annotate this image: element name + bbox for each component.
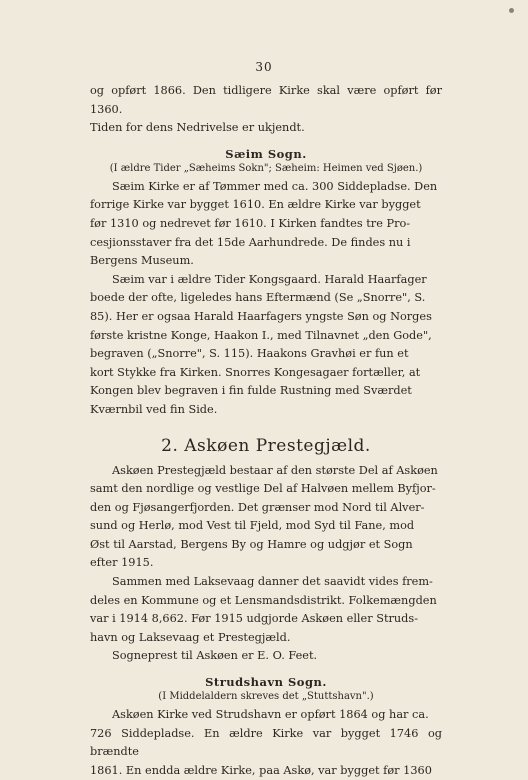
- strudshavn-p1-line: 726 Siddepladse. En ældre Kirke var bygget 1746 og brændte: [90, 726, 442, 759]
- askoen-p2-line: Sammen med Laksevaag danner det saavidt vides frem-: [112, 575, 433, 589]
- saeim-p2-line: begraven („Snorre", S. 115). Haakons Gravhøi er fun et: [90, 347, 409, 361]
- intro-line-1: og opført 1866. Den tidligere Kirke skal være opført før 1360.: [90, 84, 442, 116]
- saeim-p1-line: før 1310 og nedrevet før 1610. I Kirken fandtes tre Pro-: [90, 216, 411, 230]
- askoen-p1-line: efter 1915.: [90, 556, 154, 570]
- strudshavn-p1-line: 1861. En endda ældre Kirke, paa Askø, var bygget før 1360: [90, 763, 432, 777]
- page-number: 30: [255, 60, 273, 74]
- askoen-p1-line: Askøen Prestegjæld bestaar af den største Del af Askøen: [112, 463, 438, 477]
- saeim-p2-line: Kværnbil ved fin Side.: [90, 402, 218, 416]
- saeim-p2-line: boede der ofte, ligeledes hans Eftermænd (Se „Snorre", S.: [90, 291, 426, 305]
- askoen-p1-line: Øst til Aarstad, Bergens By og Hamre og udgjør et Sogn: [90, 537, 413, 551]
- askoen-p3: Sogneprest til Askøen er E. O. Feet.: [112, 649, 318, 663]
- askoen-p2-line: deles en Kommune og et Lensmandsdistrikt. Folkemængden: [90, 593, 437, 607]
- askoen-p1-line: samt den nordlige og vestlige Del af Halvøen mellem Byfjor-: [90, 482, 436, 496]
- askoen-p1-line: den og Fjøsangerfjorden. Det grænser mod Nord til Alver-: [90, 500, 425, 514]
- saeim-p2-line: 85). Her er ogsaa Harald Haarfagers yngste Søn og Norges: [90, 309, 432, 323]
- page-body: [90, 82, 442, 780]
- saeim-p2-line: Sæim var i ældre Tider Kongsgaard. Harald Haarfager: [112, 272, 427, 286]
- saeim-heading: Sæim Sogn.: [225, 146, 307, 161]
- saeim-p1-line: forrige Kirke var bygget 1610. En ældre Kirke var bygget: [90, 198, 421, 212]
- paper-speck: [509, 8, 514, 13]
- askoen-p2-line: havn og Laksevaag et Prestegjæld.: [90, 630, 291, 644]
- saeim-p2-line: Kongen blev begraven i fin fulde Rustning med Sværdet: [90, 384, 412, 398]
- strudshavn-p1-line: Askøen Kirke ved Strudshavn er opført 1864 og har ca.: [112, 708, 429, 722]
- saeim-subtitle: (I ældre Tider „Sæheims Sokn"; Sæheim: Heimen ved Sjøen.): [109, 162, 423, 174]
- saeim-p2-line: første kristne Konge, Haakon I., med Tilnavnet „den Gode",: [90, 328, 432, 342]
- strudshavn-subtitle: (I Middelaldern skreves det „Stuttshavn".): [158, 691, 374, 703]
- saeim-p1-line: Bergens Museum.: [90, 254, 194, 268]
- askoen-p1-line: sund og Herlø, mod Vest til Fjeld, mod Syd til Fane, mod: [90, 519, 415, 533]
- saeim-p2-line: kort Stykke fra Kirken. Snorres Kongesagaer fortæller, at: [90, 365, 421, 379]
- strudshavn-heading: Strudshavn Sogn.: [205, 675, 327, 690]
- section-heading-askoen: 2. Askøen Prestegjæld.: [161, 435, 371, 456]
- intro-line-2: Tiden for dens Nedrivelse er ukjendt.: [90, 121, 305, 135]
- askoen-p2-line: var i 1914 8,662. Før 1915 udgjorde Askøen eller Struds-: [90, 612, 419, 626]
- saeim-p1-line: Sæim Kirke er af Tømmer med ca. 300 Siddepladse. Den: [112, 179, 438, 193]
- saeim-p1-line: cesjionsstaver fra det 15de Aarhundrede. De findes nu i: [90, 235, 411, 249]
